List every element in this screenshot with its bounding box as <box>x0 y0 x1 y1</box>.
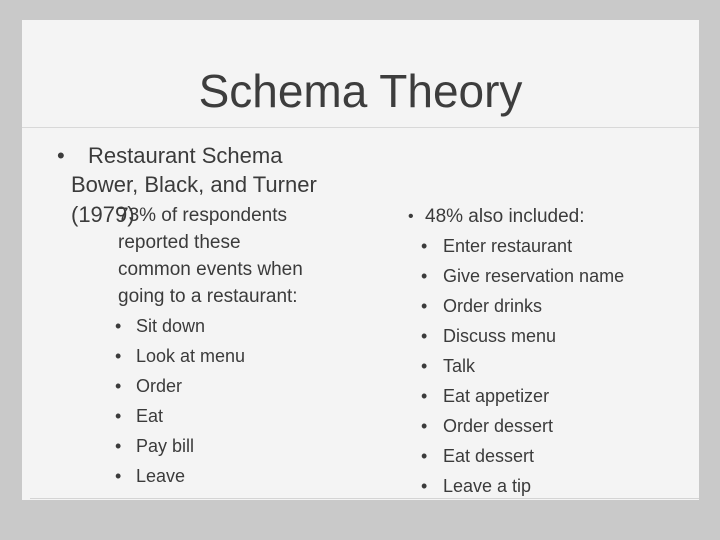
list-item <box>115 401 245 431</box>
title-area <box>22 20 699 127</box>
list-item-text: Give reservation name <box>443 266 625 286</box>
bullet-symbol: • <box>115 346 122 366</box>
bullet-symbol: • <box>115 466 122 486</box>
list-item-text: Eat dessert <box>443 446 535 466</box>
bullet-symbol: • <box>421 266 428 286</box>
list-item <box>421 441 624 471</box>
list-item <box>421 351 624 381</box>
list-item-text: Order drinks <box>443 296 543 316</box>
title-divider <box>22 127 699 128</box>
slide-title: Schema Theory <box>198 65 523 117</box>
list-item-text: Order <box>136 376 183 396</box>
bullet-symbol: • <box>421 416 428 436</box>
list-item <box>421 261 624 291</box>
list-item-text: Talk <box>443 356 476 376</box>
bullet-symbol: • <box>115 316 122 336</box>
list-item <box>115 341 245 371</box>
list-item-text: Sit down <box>136 316 206 336</box>
right-bullet-symbol: • <box>408 208 414 225</box>
list-item <box>421 471 624 501</box>
list-item-text: Enter restaurant <box>443 236 573 256</box>
list-item <box>421 381 624 411</box>
left-heading: Restaurant Schema <box>88 143 283 168</box>
list-item-text: Eat appetizer <box>443 386 550 406</box>
list-item <box>115 311 245 341</box>
bullet-symbol: • <box>115 406 122 426</box>
bullet-symbol: • <box>421 326 428 346</box>
citation-line-1: Bower, Black, and Turner <box>71 172 317 197</box>
list-item-text: Order dessert <box>443 416 554 436</box>
respondents-text <box>118 202 303 310</box>
slide <box>22 20 699 500</box>
citation-line-2: (1979) <box>71 202 135 227</box>
right-heading: 48% also included: <box>425 206 585 227</box>
bullet-symbol: • <box>421 296 428 316</box>
list-item-text: Pay bill <box>136 436 195 456</box>
bullet-symbol: • <box>421 446 428 466</box>
bullet-symbol: • <box>421 386 428 406</box>
list-item-text: Eat <box>136 406 164 426</box>
list-item <box>421 321 624 351</box>
list-item <box>115 461 245 491</box>
list-item <box>115 371 245 401</box>
bullet-symbol: • <box>421 236 428 256</box>
list-item <box>421 411 624 441</box>
list-item <box>421 231 624 261</box>
list-item-text: Leave <box>136 466 186 486</box>
bottom-divider <box>30 498 699 499</box>
additional-events-list <box>421 231 624 501</box>
bullet-symbol: • <box>421 476 428 496</box>
bullet-symbol: • <box>421 356 428 376</box>
list-item-text: Leave a tip <box>443 476 532 496</box>
left-bullet-symbol: • <box>57 143 65 168</box>
list-item-text: Look at menu <box>136 346 246 366</box>
list-item-text: Discuss menu <box>443 326 557 346</box>
list-item <box>115 431 245 461</box>
bullet-symbol: • <box>115 376 122 396</box>
respondents-line: reported these <box>118 232 241 253</box>
respondents-line: going to a restaurant: <box>118 286 298 307</box>
bullet-symbol: • <box>115 436 122 456</box>
list-item <box>421 291 624 321</box>
common-events-list <box>115 311 245 491</box>
respondents-line: 73% of respondents <box>118 205 288 226</box>
respondents-line: common events when <box>118 259 303 280</box>
